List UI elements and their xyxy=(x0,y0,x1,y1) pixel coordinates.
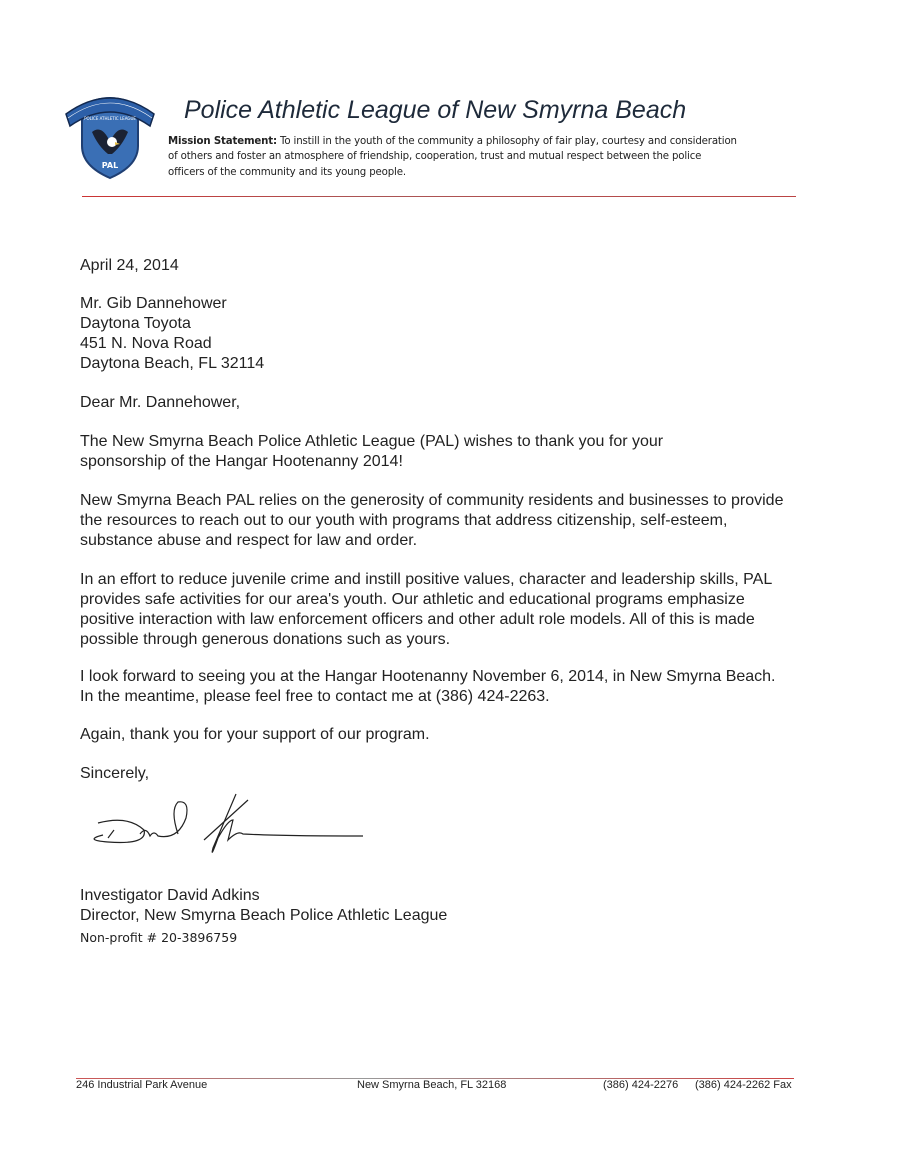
signer-name: Investigator David Adkins xyxy=(80,887,260,904)
svg-text:POLICE ATHLETIC LEAGUE: POLICE ATHLETIC LEAGUE xyxy=(84,116,136,121)
organization-title: Police Athletic League of New Smyrna Beach xyxy=(184,96,687,124)
mission-label: Mission Statement: xyxy=(168,136,277,147)
footer-phone: (386) 424-2276 xyxy=(603,1079,679,1091)
recipient-company: Daytona Toyota xyxy=(80,315,191,332)
paragraph-programs: In an effort to reduce juvenile crime and instill positive values, character and leadership skills, PAL provides safe activities for our area's youth. Our athletic and educational programs emphasize positive interaction with law enforcement officers and other adult role models. All of this is made possible through generous donations such as yours. xyxy=(80,571,772,648)
footer-city: New Smyrna Beach, FL 32168 xyxy=(357,1079,507,1091)
svg-text:PAL: PAL xyxy=(101,161,119,170)
header-divider xyxy=(82,196,796,197)
footer-address: 246 Industrial Park Avenue xyxy=(76,1079,208,1091)
recipient-name: Mr. Gib Dannehower xyxy=(80,295,227,312)
signer-title: Director, New Smyrna Beach Police Athletic League xyxy=(80,907,448,924)
mission-statement xyxy=(168,134,738,180)
recipient-block xyxy=(80,294,800,374)
paragraph-event: I look forward to seeing you at the Hangar Hootenanny November 6, 2014, in New Smyrna Beach. In the meantime, please feel free to contact me at (386) 424-2263. xyxy=(80,668,776,705)
recipient-street: 451 N. Nova Road xyxy=(80,335,212,352)
signature xyxy=(78,790,378,860)
paragraph-thanks: The New Smyrna Beach Police Athletic League (PAL) wishes to thank you for your sponsorship of the Hangar Hootenanny 2014! xyxy=(80,433,664,470)
footer-fax: (386) 424-2262 Fax xyxy=(695,1079,792,1091)
recipient-city: Daytona Beach, FL 32114 xyxy=(80,355,265,372)
salutation: Dear Mr. Dannehower, xyxy=(80,394,241,411)
mission-text: To instill in the youth of the community a philosophy of fair play, courtesy and consideration of others and foster an atmosphere of friendship, cooperation, trust and mutual respect between the police officers of the community and its young people. xyxy=(168,136,737,178)
letter-date: April 24, 2014 xyxy=(80,257,179,274)
closing: Sincerely, xyxy=(80,765,150,782)
paragraph-community: New Smyrna Beach PAL relies on the generosity of community residents and businesses to provide the resources to reach out to our youth with programs that address citizenship, self-esteem, substance abuse and respect for law and order. xyxy=(80,492,784,549)
paragraph-closing-thanks: Again, thank you for your support of our program. xyxy=(80,726,430,743)
pal-logo xyxy=(62,84,158,180)
nonprofit-number: Non-profit # 20-3896759 xyxy=(80,930,238,945)
